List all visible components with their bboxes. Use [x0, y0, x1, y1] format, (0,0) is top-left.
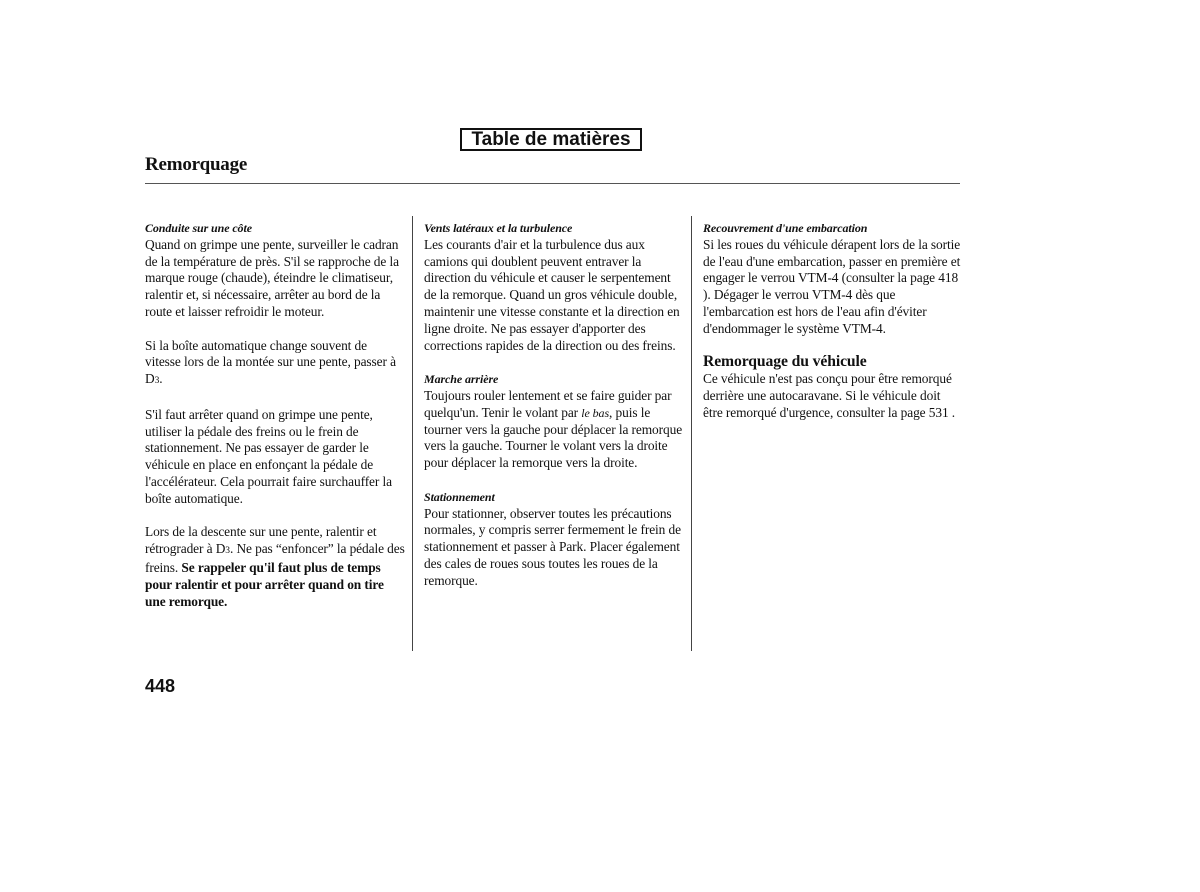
table-of-contents-button[interactable]: Table de matières — [460, 128, 642, 151]
paragraph: Pour stationner, observer toutes les précautions normales, y compris serrer fermement le frein de stationnement et passer à Park. Placer également des cales de roues sous toutes les roues de la remorque. — [424, 505, 681, 588]
page-title: Remorquage — [145, 154, 248, 175]
paragraph: Les courants d'air et la turbulence dus aux camions qui doublent peuvent entraver la direction du véhicule et causer le serpentement de la remorque. Quand un gros véhicule double, maintenir une vitesse constante et la direction en ligne droite. Ne pas essayer d'apporter des corrections rapides de la direction ou des freins. — [424, 236, 680, 353]
paragraph: S'il faut arrêter quand on grimpe une pente, utiliser la pédale des freins ou le frein de stationnement. Ne pas essayer de garder le véhicule en place en enfonçant la pédale de l'accélérateur. Cela pourrait faire surchauffer la boîte automatique. — [145, 406, 392, 506]
column-1 — [145, 220, 405, 627]
paragraph: Si la boîte automatique change souvent de vitesse lors de la montée sur une pente, passer à D3. — [145, 337, 396, 387]
warning-text: Se rappeler qu'il faut plus de temps pour ralentir et pour arrêter quand on tire une remorque. — [145, 559, 384, 609]
section-heading-boat-retrieval: Recouvrement d'une embarcation — [703, 221, 868, 235]
section-heading-parking: Stationnement — [424, 489, 495, 504]
column-2 — [424, 220, 684, 606]
title-divider — [145, 183, 960, 184]
column-divider-2 — [691, 216, 692, 651]
column-3 — [703, 220, 961, 438]
section-heading-hill-driving: Conduite sur une côte — [145, 221, 252, 235]
paragraph: Lors de la descente sur une pente, ralentir et rétrograder à D3. Ne pas “enfoncer” la pédale des freins. Se rappeler qu'il faut plus de temps pour ralentir et pour arrêter quand on tire une remorque. — [145, 524, 405, 609]
section-heading-crosswinds: Vents latéraux et la turbulence — [424, 221, 573, 235]
paragraph: Si les roues du véhicule dérapent lors de la sortie de l'eau d'une embarcation, passer en première et engager le verrou VTM-4 (consulter la page 418 ). Dégager le verrou VTM-4 dès que l'embarcation est hors de l'eau afin d'éviter d'endommager le système VTM-4. — [703, 236, 961, 336]
paragraph: Toujours rouler lentement et se faire guider par quelqu'un. Tenir le volant par le bas, puis le tourner vers la gauche pour déplacer la remorque vers la gauche. Tourner le volant vers la droite pour déplacer la remorque vers la droite. — [424, 387, 683, 471]
paragraph: Ce véhicule n'est pas conçu pour être remorqué derrière une autocaravane. Si le véhicule doit être remorqué d'urgence, consulter la page 531 . — [703, 371, 956, 420]
section-heading-towing-vehicle: Remorquage du véhicule — [703, 353, 867, 371]
page-number: 448 — [145, 676, 176, 696]
paragraph: Quand on grimpe une pente, surveiller le cadran de la température de près. S'il se rapproche de la marque rouge (chaude), éteindre le climatiseur, ralentir et, si nécessaire, arrêter au bord de la route et laisser refroidir le moteur. — [145, 236, 399, 319]
column-divider-1 — [412, 216, 413, 651]
section-heading-backing-up: Marche arrière — [424, 372, 499, 387]
